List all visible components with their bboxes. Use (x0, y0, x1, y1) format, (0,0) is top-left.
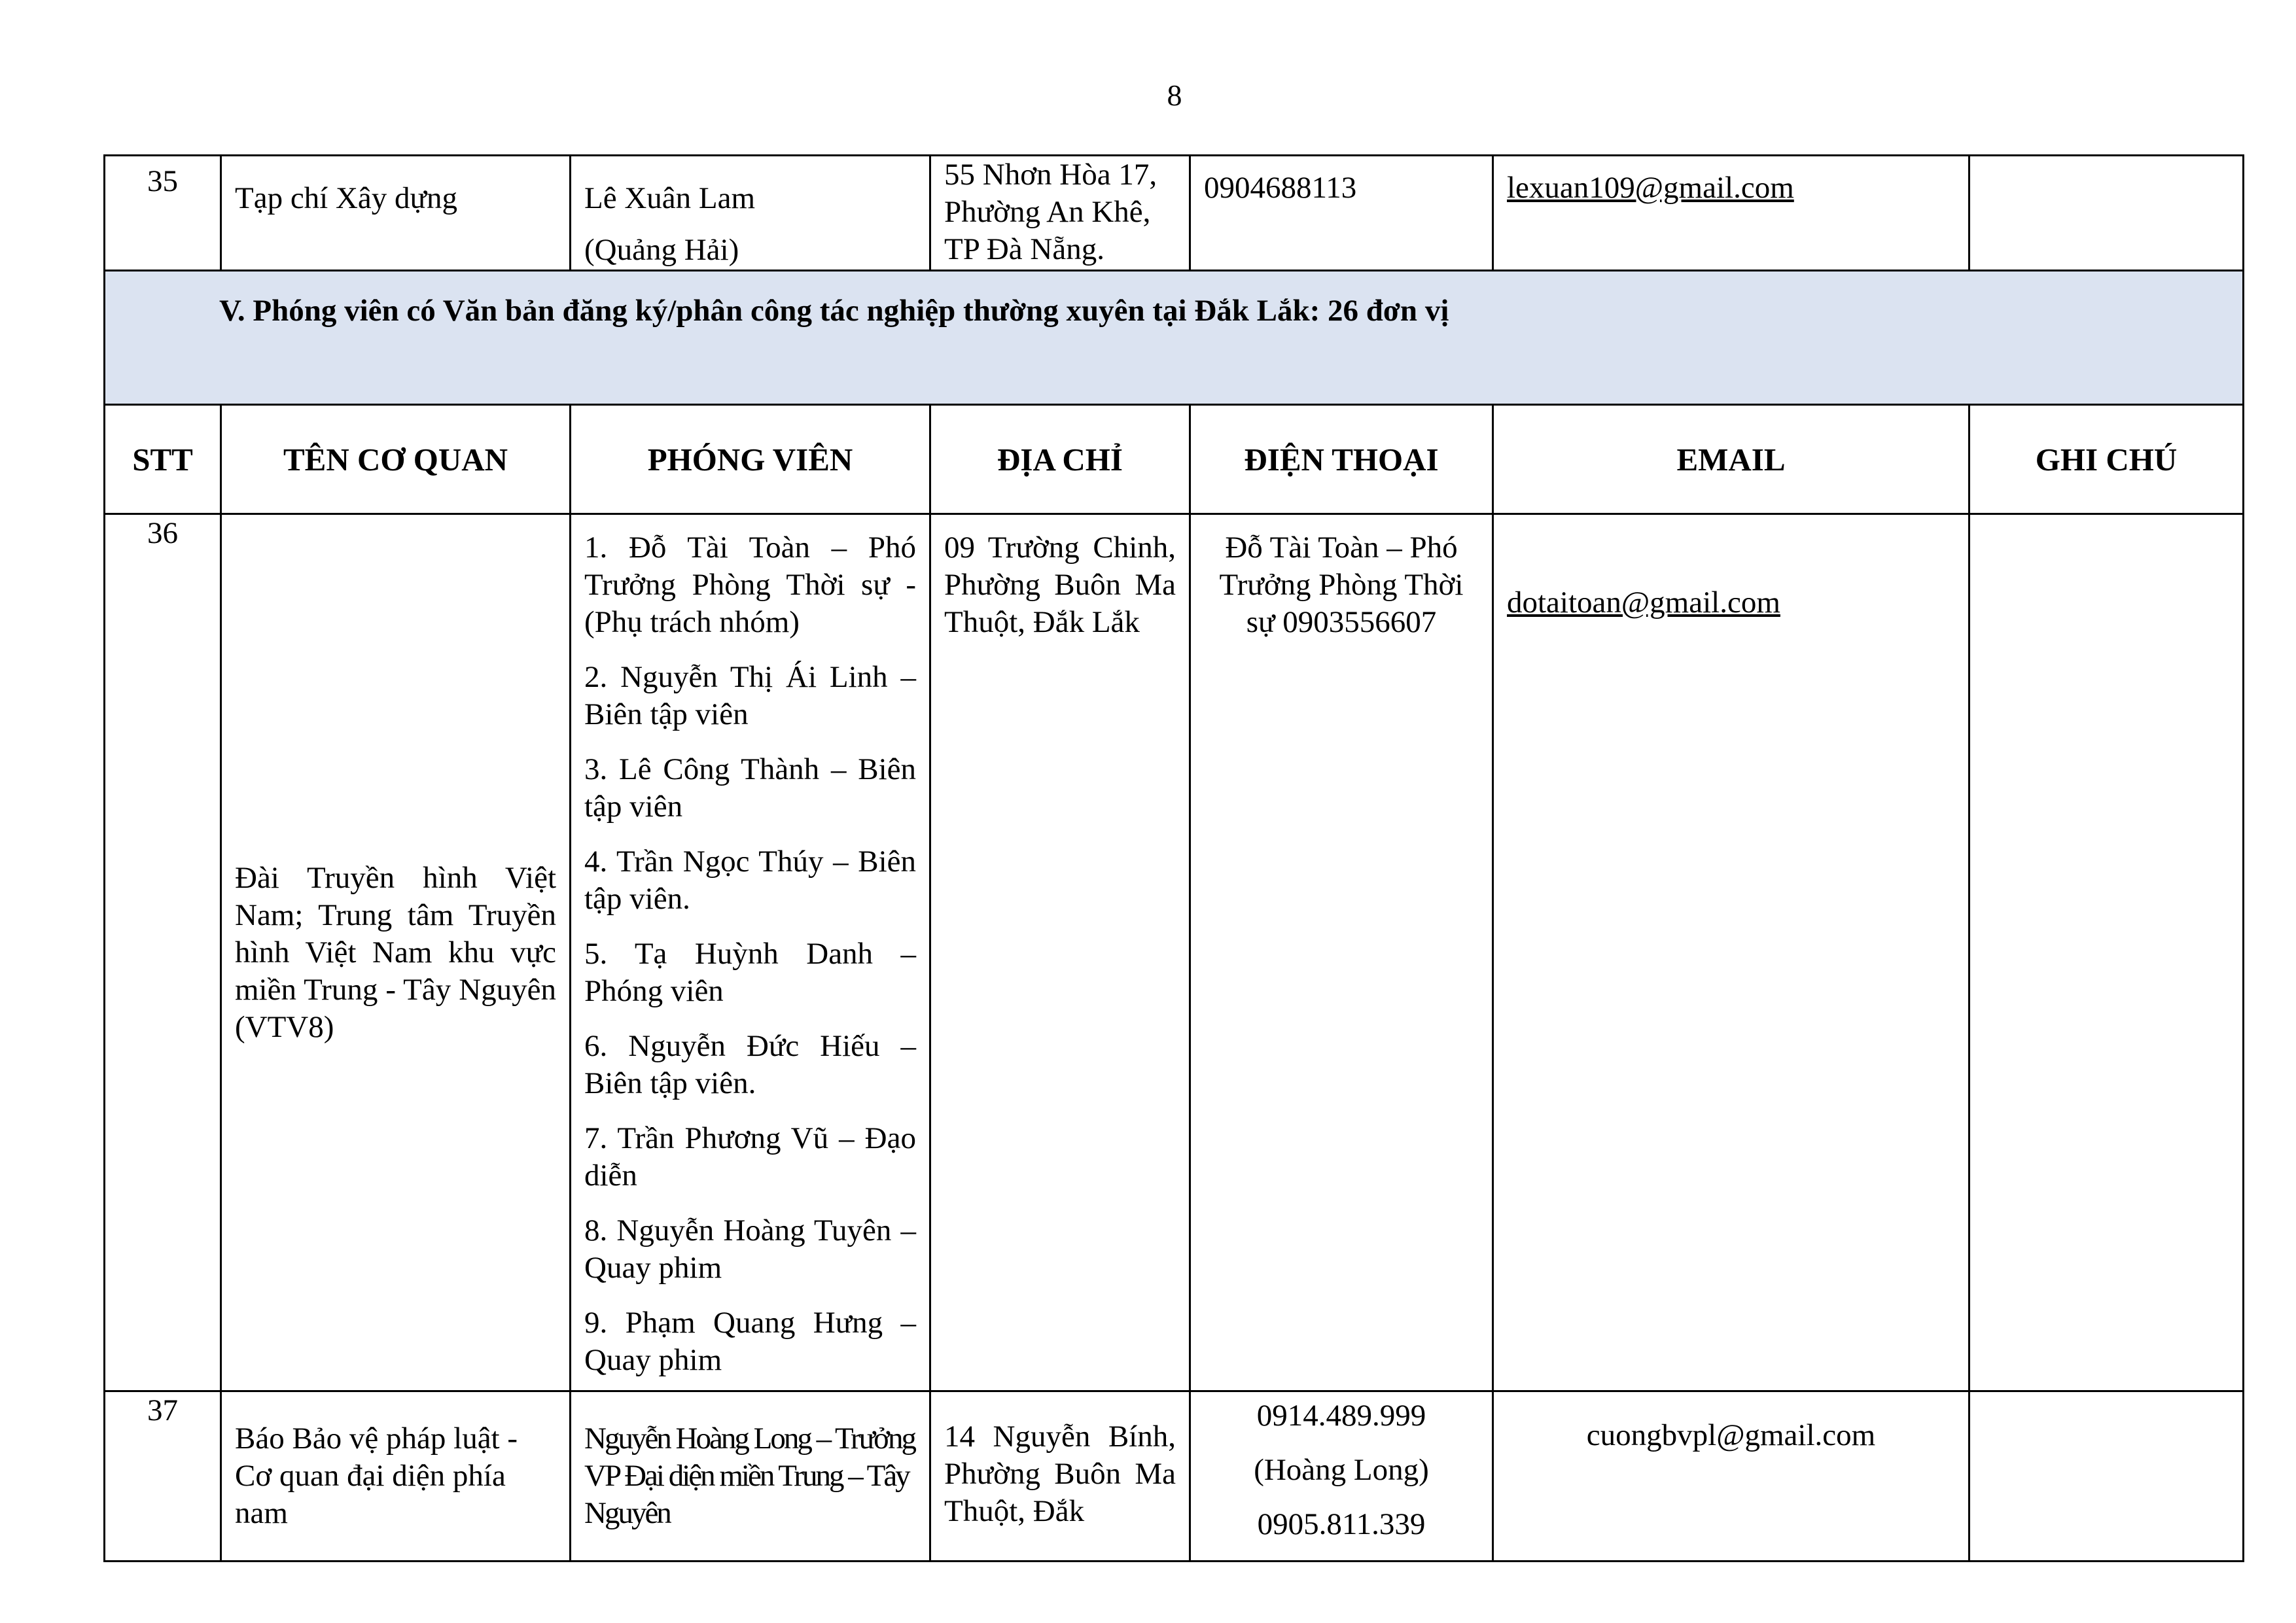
phone-number: 0914.489.999 (1256, 1399, 1426, 1433)
stt-cell: 36 (105, 514, 221, 1391)
header-address: ĐỊA CHỈ (930, 405, 1190, 514)
address-cell (930, 1391, 1190, 1562)
section-title: V. Phóng viên có Văn bản đăng ký/phân công tác nghiệp thường xuyên tại Đắk Lắk: 26 đơn vị (105, 271, 2244, 405)
address-cell (930, 156, 1190, 271)
rep-item: 9. Phạm Quang Hưng – Quay phim (584, 1306, 916, 1377)
rep-alias: (Quảng Hải) (584, 233, 739, 267)
email-link[interactable]: lexuan109@gmail.com (1507, 171, 1794, 205)
rep-item: 4. Trần Ngọc Thúy – Biên tập viên. (584, 845, 916, 916)
header-note: GHI CHÚ (1969, 405, 2244, 514)
email-cell (1493, 514, 1969, 1391)
rep-item: 3. Lê Công Thành – Biên tập viên (584, 752, 916, 824)
address-text: 09 Trường Chinh, Phường Buôn Ma Thuột, Đắk Lắk (944, 531, 1176, 639)
org-name: Tạp chí Xây dựng (235, 181, 458, 215)
header-rep: PHÓNG VIÊN (571, 405, 930, 514)
stt-cell: 35 (105, 156, 221, 271)
email-link[interactable]: dotaitoan@gmail.com (1507, 585, 1780, 620)
phone-text: 0904688113 (1204, 171, 1357, 205)
rep-cell (571, 1391, 930, 1562)
rep-item: 5. Tạ Huỳnh Danh – Phóng viên (584, 937, 916, 1008)
rep-item: 6. Nguyễn Đức Hiếu – Biên tập viên. (584, 1029, 916, 1100)
header-stt: STT (105, 405, 221, 514)
press-contacts-table (103, 154, 2244, 1562)
address-text: 14 Nguyễn Bính, Phường Buôn Ma Thuột, Đắk (944, 1420, 1176, 1528)
org-name: Báo Bảo vệ pháp luật - Cơ quan đại diện phía nam (235, 1422, 518, 1530)
phone-name: (Hoàng Long) (1254, 1453, 1429, 1487)
section-row (105, 271, 2244, 405)
phone-cell (1190, 156, 1493, 271)
org-cell (221, 156, 571, 271)
rep-item: 2. Nguyễn Thị Ái Linh – Biên tập viên (584, 660, 916, 731)
note-cell (1969, 1391, 2244, 1562)
rep-item: 1. Đỗ Tài Toàn – Phó Trưởng Phòng Thời sự - (Phụ trách nhóm) (584, 531, 916, 639)
rep-cell (571, 514, 930, 1391)
org-cell (221, 514, 571, 1391)
org-name: Đài Truyền hình Việt Nam; Trung tâm Truyền hình Việt Nam khu vực miền Trung - Tây Nguyên (VTV8) (235, 860, 556, 1044)
header-org: TÊN CƠ QUAN (221, 405, 571, 514)
table-row-37 (105, 1391, 2244, 1562)
header-email: EMAIL (1493, 405, 1969, 514)
phone-number: 0905.811.339 (1257, 1507, 1426, 1541)
table-row-35 (105, 156, 2244, 271)
email-text: cuongbvpl@gmail.com (1586, 1418, 1876, 1452)
email-cell (1493, 156, 1969, 271)
rep-item: 8. Nguyễn Hoàng Tuyên – Quay phim (584, 1213, 916, 1285)
stt-cell: 37 (105, 1391, 221, 1562)
address-text: 55 Nhơn Hòa 17, Phường An Khê, TP Đà Nẵng. (944, 158, 1157, 266)
phone-cell (1190, 514, 1493, 1391)
email-cell (1493, 1391, 1969, 1562)
rep-item: 7. Trần Phương Vũ – Đạo diễn (584, 1121, 916, 1193)
page-number: 8 (1167, 79, 1182, 112)
table-row-36 (105, 514, 2244, 1391)
rep-name: Lê Xuân Lam (584, 181, 756, 215)
table-header (105, 405, 2244, 514)
rep-cell (571, 156, 930, 271)
note-cell (1969, 514, 2244, 1391)
address-cell (930, 514, 1190, 1391)
phone-cell (1190, 1391, 1493, 1562)
note-cell (1969, 156, 2244, 271)
header-phone: ĐIỆN THOẠI (1190, 405, 1493, 514)
org-cell (221, 1391, 571, 1562)
phone-text: Đỗ Tài Toàn – Phó Trưởng Phòng Thời sự 0903556607 (1219, 531, 1464, 639)
rep-text: Nguyễn Hoàng Long – Trưởng VP Đại diện miền Trung – Tây Nguyên (584, 1422, 915, 1530)
